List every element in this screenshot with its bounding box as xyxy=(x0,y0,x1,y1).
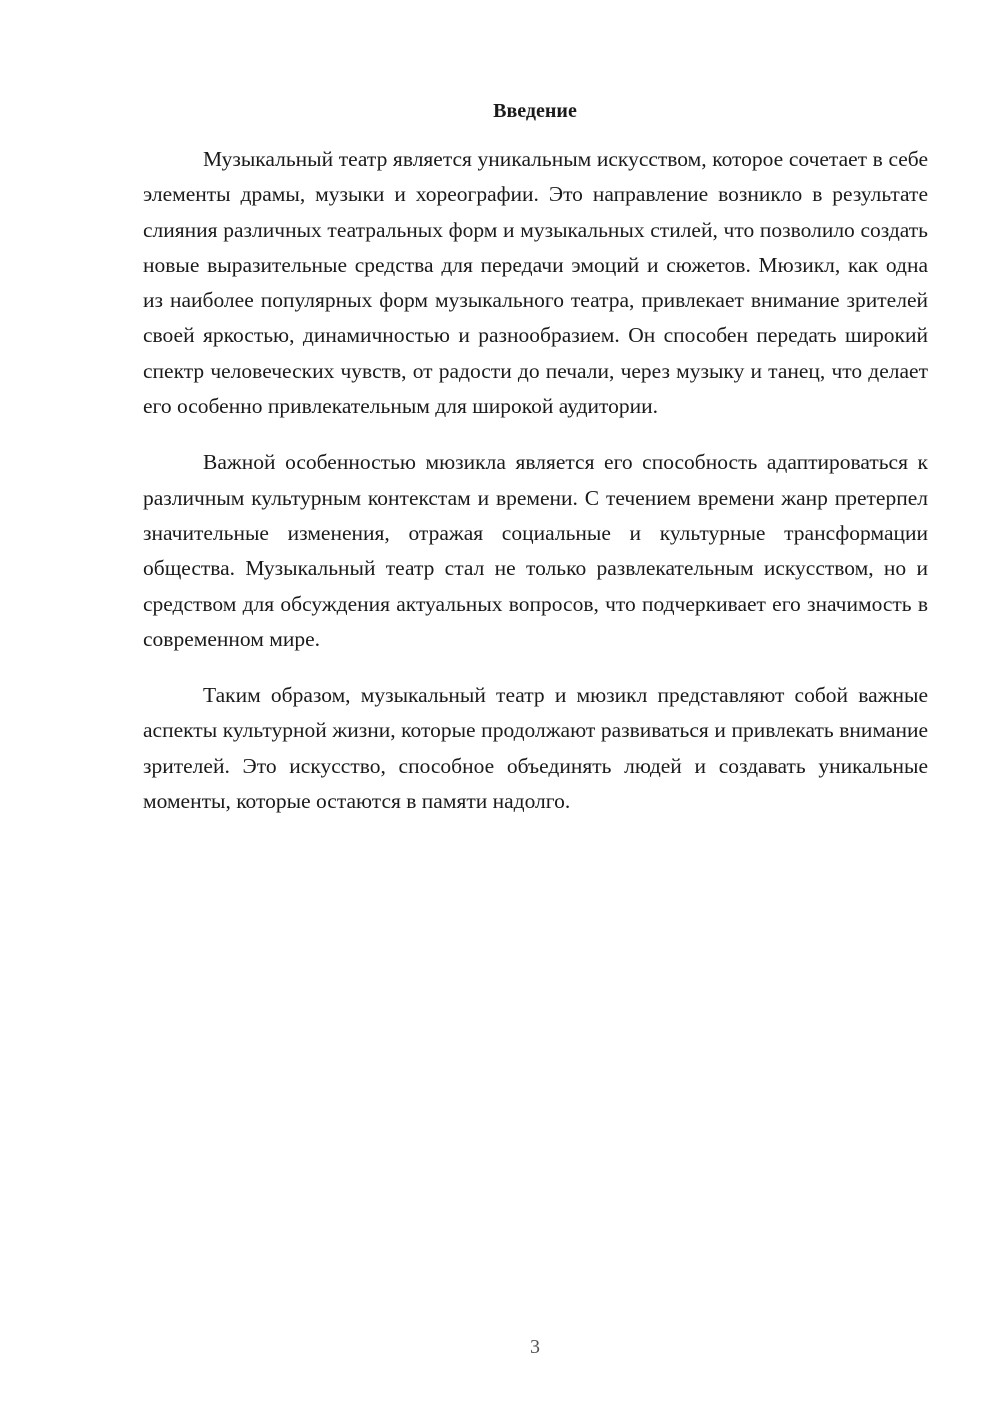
paragraph-1: Музыкальный театр является уникальным искусством, которое сочетает в себе элементы драмы, музыки и хореографии. Это направление возникло в результате слияния различных театральных форм и музыкальных стилей, что позволило создать новые выразительные средства для передачи эмоций и сюжетов. Мюзикл, как одна из наиболее популярных форм музыкального театра, привлекает внимание зрителей своей яркостью, динамичностью и разнообразием. Он способен передать широкий спектр человеческих чувств, от радости до печали, через музыку и танец, что делает его особенно привлекательным для широкой аудитории. xyxy=(143,147,928,419)
section-heading: Введение xyxy=(493,100,577,122)
paragraph-3: Таким образом, музыкальный театр и мюзикл представляют собой важные аспекты культурной жизни, которые продолжают развиваться и привлекать внимание зрителей. Это искусство, способное объединять людей и создавать уникальные моменты, которые остаются в памяти надолго. xyxy=(143,683,928,814)
page-number: 3 xyxy=(530,1336,540,1358)
body-text xyxy=(143,142,928,840)
paragraph-2: Важной особенностью мюзикла является его способность адаптироваться к различным культурным контекстам и времени. С течением времени жанр претерпел значительные изменения, отражая социальные и культурные трансформации общества. Музыкальный театр стал не только развлекательным искусством, но и средством для обсуждения актуальных вопросов, что подчеркивает его значимость в современном мире. xyxy=(143,450,928,651)
